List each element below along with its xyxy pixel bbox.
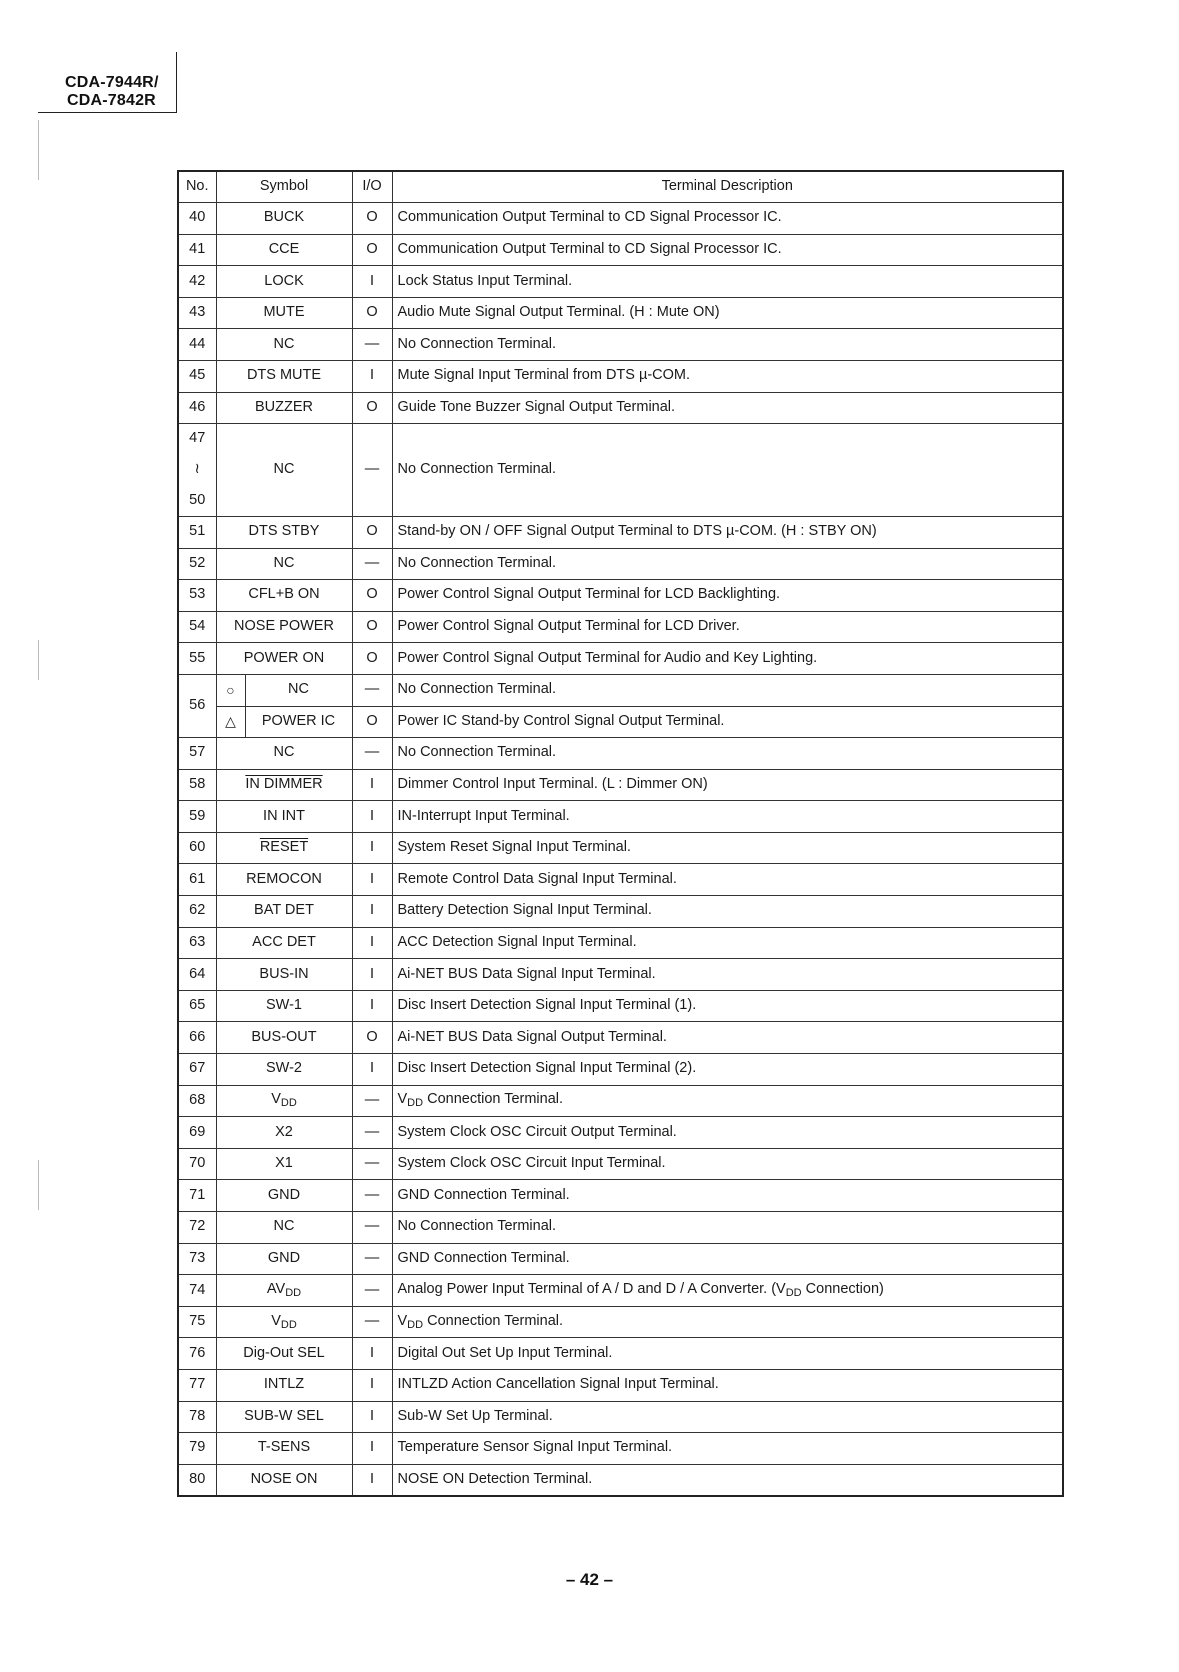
cell-io: O [352, 234, 392, 266]
cell-io: O [352, 580, 392, 612]
table-row [178, 1148, 1063, 1180]
symbol-main: V [271, 1091, 281, 1108]
table-row [178, 738, 1063, 770]
cell-symbol: IN INT [216, 801, 352, 833]
header-symbol: Symbol [216, 171, 352, 203]
table-row [178, 896, 1063, 928]
cell-symbol: X2 [216, 1117, 352, 1149]
cell-symbol: T-SENS [216, 1433, 352, 1465]
cell-no: 52 [178, 548, 216, 580]
cell-description: Remote Control Data Signal Input Terminal. [392, 864, 1063, 896]
cell-symbol: SW-2 [216, 1054, 352, 1086]
cell-description: Communication Output Terminal to CD Signal Processor IC. [392, 234, 1063, 266]
cell-no: 75 [178, 1306, 216, 1338]
cell-no: 43 [178, 297, 216, 329]
cell-no: 66 [178, 1022, 216, 1054]
margin-mark [38, 640, 39, 680]
terminal-table [177, 170, 1064, 1497]
cell-symbol: GND [216, 1180, 352, 1212]
cell-io: O [352, 1022, 392, 1054]
cell-description: No Connection Terminal. [392, 329, 1063, 361]
cell-io: — [352, 1306, 392, 1338]
cell-description: IN-Interrupt Input Terminal. [392, 801, 1063, 833]
cell-io: O [352, 392, 392, 424]
cell-io: I [352, 1054, 392, 1086]
table-row [178, 1306, 1063, 1338]
cell-no: 68 [178, 1085, 216, 1117]
cell-description: Lock Status Input Terminal. [392, 266, 1063, 298]
symbol-subscript: DD [280, 1097, 297, 1110]
table-row [178, 1464, 1063, 1496]
cell-io: — [352, 1148, 392, 1180]
range-tilde: ≀ [178, 455, 216, 486]
cell-description: Stand-by ON / OFF Signal Output Terminal to DTS µ-COM. (H : STBY ON) [392, 516, 1063, 548]
cell-description: ACC Detection Signal Input Terminal. [392, 927, 1063, 959]
cell-description: Disc Insert Detection Signal Input Terminal (2). [392, 1054, 1063, 1086]
cell-no: 54 [178, 611, 216, 643]
margin-mark [38, 1160, 39, 1210]
symbol-subscript: DD [285, 1286, 302, 1299]
cell-description: INTLZD Action Cancellation Signal Input Terminal. [392, 1369, 1063, 1401]
cell-description [392, 1085, 1063, 1117]
cell-no: 64 [178, 959, 216, 991]
cell-io: I [352, 769, 392, 801]
cell-description: System Reset Signal Input Terminal. [392, 832, 1063, 864]
table-row [178, 769, 1063, 801]
cell-no: 69 [178, 1117, 216, 1149]
cell-description: No Connection Terminal. [392, 424, 1063, 517]
cell-description: Communication Output Terminal to CD Signal Processor IC. [392, 203, 1063, 235]
table-row [178, 990, 1063, 1022]
cell-description: Power IC Stand-by Control Signal Output Terminal. [392, 706, 1063, 738]
cell-io: — [352, 674, 392, 706]
triangle-mark-icon: △ [217, 707, 246, 738]
cell-description: Guide Tone Buzzer Signal Output Terminal. [392, 392, 1063, 424]
cell-description: GND Connection Terminal. [392, 1243, 1063, 1275]
table-row [178, 611, 1063, 643]
cell-symbol: X1 [216, 1148, 352, 1180]
cell-no: 44 [178, 329, 216, 361]
cell-io: I [352, 1338, 392, 1370]
desc-rest: Connection Terminal. [423, 1312, 564, 1329]
cell-symbol: CCE [216, 234, 352, 266]
table-row-range [178, 424, 1063, 455]
cell-symbol: BUS-OUT [216, 1022, 352, 1054]
cell-io: — [352, 1085, 392, 1117]
cell-io: I [352, 1401, 392, 1433]
cell-description: No Connection Terminal. [392, 548, 1063, 580]
cell-symbol: BUCK [216, 203, 352, 235]
table-row [178, 1338, 1063, 1370]
symbol-value: NC [288, 681, 309, 698]
table-row [178, 1369, 1063, 1401]
cell-description: Audio Mute Signal Output Terminal. (H : Mute ON) [392, 297, 1063, 329]
cell-description: Ai-NET BUS Data Signal Output Terminal. [392, 1022, 1063, 1054]
table-row [178, 832, 1063, 864]
cell-io: O [352, 203, 392, 235]
cell-io: I [352, 959, 392, 991]
cell-no: 80 [178, 1464, 216, 1496]
cell-symbol: SUB-W SEL [216, 1401, 352, 1433]
cell-io: O [352, 611, 392, 643]
cell-symbol: NC [216, 329, 352, 361]
cell-no: 62 [178, 896, 216, 928]
header-no: No. [178, 171, 216, 203]
table-row [178, 801, 1063, 833]
cell-io: — [352, 1180, 392, 1212]
table-row [178, 1085, 1063, 1117]
cell-io: — [352, 424, 392, 517]
cell-symbol: Dig-Out SEL [216, 1338, 352, 1370]
cell-symbol [216, 1275, 352, 1307]
cell-symbol: LOCK [216, 266, 352, 298]
model-name-1: CDA-7944R/ [65, 74, 159, 91]
cell-symbol: REMOCON [216, 864, 352, 896]
cell-description: Power Control Signal Output Terminal for LCD Driver. [392, 611, 1063, 643]
desc-post: Connection) [801, 1280, 884, 1297]
symbol-main: AV [266, 1280, 286, 1297]
table-row [178, 1117, 1063, 1149]
table-row [178, 516, 1063, 548]
cell-symbol: BUS-IN [216, 959, 352, 991]
cell-no: 71 [178, 1180, 216, 1212]
model-name-2: CDA-7842R [67, 92, 156, 109]
header-description: Terminal Description [392, 171, 1063, 203]
table-row [178, 959, 1063, 991]
cell-io: — [352, 1117, 392, 1149]
cell-description: Power Control Signal Output Terminal for LCD Backlighting. [392, 580, 1063, 612]
cell-description [392, 1306, 1063, 1338]
table-row [178, 1243, 1063, 1275]
cell-no: 56 [178, 674, 216, 737]
cell-no: 45 [178, 360, 216, 392]
cell-symbol: NC [216, 1212, 352, 1244]
cell-description: Mute Signal Input Terminal from DTS µ-COM. [392, 360, 1063, 392]
table-row [178, 580, 1063, 612]
cell-no: 60 [178, 832, 216, 864]
cell-symbol [216, 1085, 352, 1117]
cell-no: 41 [178, 234, 216, 266]
cell-io: I [352, 266, 392, 298]
cell-symbol: BUZZER [216, 392, 352, 424]
symbol-subscript: DD [280, 1318, 297, 1331]
cell-io: I [352, 1433, 392, 1465]
table-row [178, 1401, 1063, 1433]
cell-no: 73 [178, 1243, 216, 1275]
cell-symbol: POWER ON [216, 643, 352, 675]
cell-no: 61 [178, 864, 216, 896]
cell-description: Power Control Signal Output Terminal for Audio and Key Lighting. [392, 643, 1063, 675]
cell-symbol-variant-b [216, 706, 352, 738]
cell-no: 40 [178, 203, 216, 235]
cell-symbol: NOSE POWER [216, 611, 352, 643]
cell-description: Ai-NET BUS Data Signal Input Terminal. [392, 959, 1063, 991]
cell-description: System Clock OSC Circuit Input Terminal. [392, 1148, 1063, 1180]
cell-no: 70 [178, 1148, 216, 1180]
cell-symbol: NOSE ON [216, 1464, 352, 1496]
cell-io: — [352, 1275, 392, 1307]
cell-no: 78 [178, 1401, 216, 1433]
cell-no: 59 [178, 801, 216, 833]
cell-description: Dimmer Control Input Terminal. (L : Dimmer ON) [392, 769, 1063, 801]
cell-description: System Clock OSC Circuit Output Terminal. [392, 1117, 1063, 1149]
cell-description: GND Connection Terminal. [392, 1180, 1063, 1212]
cell-symbol: NC [216, 548, 352, 580]
cell-symbol: GND [216, 1243, 352, 1275]
circle-mark-icon: ○ [217, 675, 246, 706]
cell-symbol: BAT DET [216, 896, 352, 928]
cell-no-start: 47 [178, 424, 216, 455]
cell-description: No Connection Terminal. [392, 674, 1063, 706]
cell-io: O [352, 516, 392, 548]
cell-io: I [352, 927, 392, 959]
cell-symbol: DTS STBY [216, 516, 352, 548]
cell-io: I [352, 360, 392, 392]
cell-symbol: MUTE [216, 297, 352, 329]
cell-io: O [352, 297, 392, 329]
table-row [178, 360, 1063, 392]
cell-io: I [352, 801, 392, 833]
cell-description: Battery Detection Signal Input Terminal. [392, 896, 1063, 928]
cell-symbol [216, 769, 352, 801]
desc-subscript: DD [407, 1318, 424, 1331]
symbol-overlined: IN DIMMER [245, 776, 323, 793]
table-row [178, 1180, 1063, 1212]
cell-io: I [352, 832, 392, 864]
cell-no: 65 [178, 990, 216, 1022]
cell-description: No Connection Terminal. [392, 1212, 1063, 1244]
cell-io: — [352, 548, 392, 580]
cell-no: 55 [178, 643, 216, 675]
cell-no: 67 [178, 1054, 216, 1086]
desc-subscript: DD [407, 1097, 424, 1110]
cell-io: — [352, 1212, 392, 1244]
cell-description [392, 1275, 1063, 1307]
cell-description: Temperature Sensor Signal Input Terminal. [392, 1433, 1063, 1465]
cell-symbol: INTLZ [216, 1369, 352, 1401]
cell-io: I [352, 990, 392, 1022]
cell-symbol: NC [216, 424, 352, 517]
cell-io: I [352, 896, 392, 928]
cell-io: — [352, 738, 392, 770]
header-io: I/O [352, 171, 392, 203]
cell-no: 42 [178, 266, 216, 298]
symbol-overlined: RESET [259, 839, 309, 856]
table-row [178, 548, 1063, 580]
cell-no: 53 [178, 580, 216, 612]
table-row [178, 643, 1063, 675]
cell-no: 57 [178, 738, 216, 770]
table-row [178, 1212, 1063, 1244]
cell-symbol: CFL+B ON [216, 580, 352, 612]
margin-mark [38, 120, 39, 180]
cell-symbol [216, 1306, 352, 1338]
cell-io: I [352, 1464, 392, 1496]
cell-symbol: NC [216, 738, 352, 770]
cell-io: O [352, 643, 392, 675]
cell-symbol: DTS MUTE [216, 360, 352, 392]
table-row [178, 234, 1063, 266]
desc-rest: Connection Terminal. [423, 1091, 564, 1108]
table-row [178, 1022, 1063, 1054]
page-number: – 42 – [565, 1570, 614, 1589]
table-row [178, 1433, 1063, 1465]
desc-subscript: DD [785, 1286, 802, 1299]
cell-io: I [352, 1369, 392, 1401]
cell-no: 79 [178, 1433, 216, 1465]
table-row [178, 329, 1063, 361]
cell-symbol: ACC DET [216, 927, 352, 959]
cell-description: No Connection Terminal. [392, 738, 1063, 770]
cell-io: O [352, 706, 392, 738]
cell-symbol-variant-a [216, 674, 352, 706]
table-row-split [178, 706, 1063, 738]
cell-io: — [352, 329, 392, 361]
cell-io: I [352, 864, 392, 896]
table-row [178, 297, 1063, 329]
desc-main: V [397, 1091, 408, 1108]
cell-description: Disc Insert Detection Signal Input Terminal (1). [392, 990, 1063, 1022]
symbol-main: V [271, 1312, 281, 1329]
symbol-value: POWER IC [261, 712, 336, 729]
cell-no: 74 [178, 1275, 216, 1307]
cell-description: Digital Out Set Up Input Terminal. [392, 1338, 1063, 1370]
table-header-row [178, 171, 1063, 203]
cell-no: 63 [178, 927, 216, 959]
cell-no: 51 [178, 516, 216, 548]
cell-no: 77 [178, 1369, 216, 1401]
cell-description: Sub-W Set Up Terminal. [392, 1401, 1063, 1433]
cell-no-end: 50 [178, 485, 216, 516]
table-row-split [178, 674, 1063, 706]
cell-symbol [216, 832, 352, 864]
cell-io: — [352, 1243, 392, 1275]
desc-main: V [397, 1312, 408, 1329]
cell-no: 76 [178, 1338, 216, 1370]
model-header [38, 52, 177, 113]
table-row [178, 927, 1063, 959]
table-row [178, 392, 1063, 424]
table-row [178, 864, 1063, 896]
desc-pre: Analog Power Input Terminal of A / D and D / A Converter. (V [397, 1280, 786, 1297]
table-row [178, 1275, 1063, 1307]
table-row [178, 1054, 1063, 1086]
table-row [178, 266, 1063, 298]
cell-description: NOSE ON Detection Terminal. [392, 1464, 1063, 1496]
cell-no: 46 [178, 392, 216, 424]
cell-symbol: SW-1 [216, 990, 352, 1022]
cell-no: 58 [178, 769, 216, 801]
cell-no: 72 [178, 1212, 216, 1244]
table-row [178, 203, 1063, 235]
